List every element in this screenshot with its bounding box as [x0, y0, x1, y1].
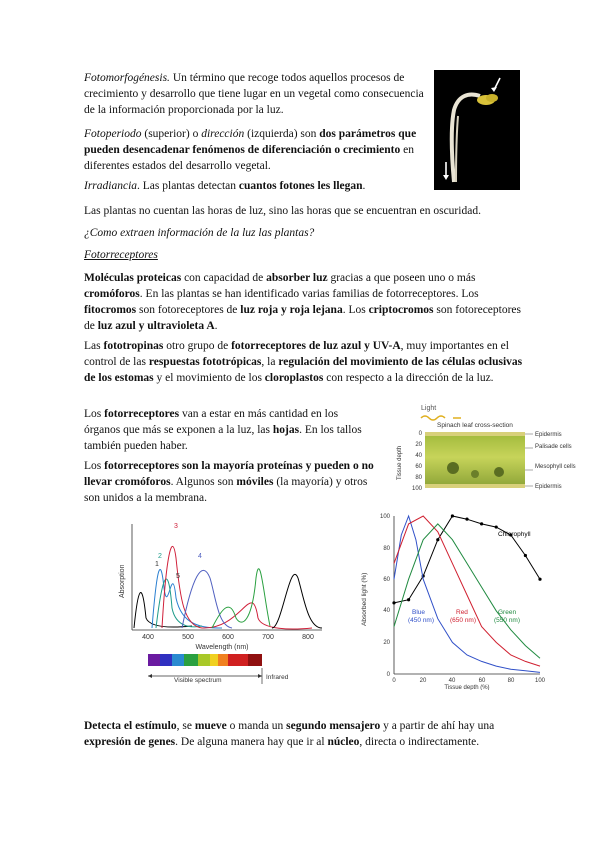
text-span: son fotoreceptores de — [84, 304, 522, 332]
chlorophyll-point — [451, 514, 454, 517]
chlorophyll-point — [495, 525, 498, 528]
leaf-label: Mesophyll cells — [535, 464, 576, 470]
text-span: , se — [176, 720, 195, 732]
bold-phrase: fototropinas — [103, 340, 164, 352]
definition-text: Un término que recoge todos aquellos procesos de crecimiento y desarrollo que tiene lugar en un vegetal como consecuencia de la información proporcionada por la luz. — [84, 72, 424, 116]
bold-phrase: absorber luz — [266, 272, 328, 284]
text-span: . Los — [342, 304, 369, 316]
chlorophyll-point — [538, 578, 541, 581]
bold-phrase: Moléculas proteicas — [84, 272, 182, 284]
depth-tick: 80 — [415, 475, 422, 481]
series-label-red-nm: (650 nm) — [450, 617, 477, 624]
bold-phrase: segundo mensajero — [286, 720, 381, 732]
chlorophyll-point — [524, 554, 527, 557]
bold-phrase: respuestas fototrópicas — [148, 356, 262, 368]
text-span: . En los tallos también pueden haber. — [84, 424, 362, 452]
depth-tick: 100 — [411, 486, 422, 492]
series-label-green: Green — [498, 609, 517, 616]
term-fotomorfogenesis: Fotomorfogénesis. — [84, 72, 170, 84]
spectrum-ylabel: Absorption — [119, 564, 126, 598]
x-tick: 600 — [222, 634, 234, 641]
infrared-label: Infrared — [266, 674, 289, 681]
y-tick: 40 — [383, 608, 390, 614]
x-tick: 400 — [142, 634, 154, 641]
bold-phrase: cromóforos — [84, 288, 140, 300]
series-label-red: Red — [456, 609, 468, 616]
bold-phrase: fotorreceptores son la mayoría proteínas y pueden o no llevar cromóforos — [84, 460, 374, 488]
leaf-label: Epidermis — [535, 484, 562, 490]
text-span: y a partir de ahí hay una — [380, 720, 495, 732]
x-tick: 80 — [507, 678, 515, 684]
bold-phrase: regulación del movimiento de las células oclusivas de los estomas — [84, 356, 523, 384]
depth-chart-ylabel: Absorbed light (%) — [361, 572, 368, 626]
y-tick: 100 — [379, 514, 390, 520]
paragraph-oscuridad: Las plantas no cuentan las horas de luz, sino las horas que se encuentran en oscuridad. — [84, 205, 481, 217]
chlorophyll-point — [392, 601, 395, 604]
absorption-spectrum-figure — [112, 518, 332, 688]
text-span: . Algunos son — [170, 476, 237, 488]
paragraph-fotomorfogenesis — [84, 70, 424, 118]
bold-phrase: mueve — [194, 720, 227, 732]
y-tick: 0 — [386, 672, 390, 678]
y-tick: 20 — [383, 640, 390, 646]
text-span: gracias a que poseen uno o más — [327, 272, 476, 284]
bold-phrase: fotorreceptores de luz azul y UV-A — [231, 340, 401, 352]
term-irradiancia: Irradiancia — [84, 180, 138, 192]
curve-label: 4 — [198, 553, 202, 560]
text-span: (izquierda) son — [244, 128, 320, 140]
series-label-blue: Blue — [412, 609, 426, 616]
text-span: . — [362, 180, 366, 192]
leaf-title: Spinach leaf cross-section — [437, 422, 513, 429]
text-span: con respecto a la dirección de la luz. — [323, 372, 494, 384]
paragraph-estimulo — [84, 718, 524, 750]
x-tick: 100 — [534, 678, 546, 684]
bold-phrase: dos parámetros que pueden desencadenar fenómenos de diferenciación o crecimiento — [84, 128, 417, 156]
series-label-green-nm: (550 nm) — [494, 617, 521, 624]
series-group — [392, 514, 541, 672]
curve-label: 2 — [158, 553, 162, 560]
bold-phrase: núcleo — [327, 736, 360, 748]
term-direccion: dirección — [201, 128, 245, 140]
chlorophyll-point — [480, 522, 483, 525]
text-span: (superior) o — [141, 128, 202, 140]
paragraph-hojas — [84, 406, 374, 454]
text-span: , la — [261, 356, 279, 368]
chlorophyll-point — [465, 518, 468, 521]
chlorophyll-point — [407, 598, 410, 601]
paragraph-fotoperiodo — [84, 126, 424, 174]
seedling-photo — [434, 70, 520, 190]
x-tick: 40 — [448, 678, 456, 684]
bold-phrase: cuantos fotones les llegan — [238, 180, 363, 192]
section-question: ¿Como extraen información de la luz las plantas? — [84, 227, 315, 239]
bold-phrase: fotorreceptores — [104, 408, 180, 420]
paragraph-moleculas — [84, 270, 524, 334]
depth-tick: 60 — [415, 464, 422, 470]
x-tick: 800 — [302, 634, 314, 641]
x-tick: 0 — [392, 678, 396, 684]
bold-phrase: Detecta el estímulo — [84, 720, 177, 732]
bold-phrase: luz azul y ultravioleta A — [97, 320, 215, 332]
visible-spectrum-label: Visible spectrum — [174, 677, 222, 684]
text-span: . En las plantas se han identificado varias familias de fotorreceptores. Los — [139, 288, 479, 300]
leaf-label: Epidermis — [535, 432, 562, 438]
paragraph-proteinas — [84, 458, 374, 506]
bold-phrase: fitocromos — [84, 304, 137, 316]
leaf-label: Palisade cells — [535, 444, 572, 450]
series-label-chlorophyll: Chlorophyll — [498, 531, 531, 538]
visible-spectrum-bar — [148, 654, 262, 666]
bold-phrase: hojas — [272, 424, 300, 436]
depth-tick: 20 — [415, 442, 422, 448]
bold-phrase: cloroplastos — [264, 372, 324, 384]
y-tick: 60 — [383, 577, 390, 583]
x-tick: 20 — [419, 678, 427, 684]
bold-phrase: luz roja y roja lejana — [240, 304, 343, 316]
series-line-3 — [394, 524, 540, 658]
x-tick: 60 — [478, 678, 486, 684]
bold-phrase: móviles — [236, 476, 274, 488]
leaf-cross-section-figure — [395, 402, 585, 494]
paragraph-fototropinas — [84, 338, 524, 386]
text-span: van a estar en más cantidad en los órganos que más se exponen a la luz, las — [84, 408, 339, 436]
curve-label: 1 — [155, 561, 159, 568]
text-span: Los — [84, 408, 105, 420]
text-span: otro grupo de — [163, 340, 232, 352]
text-span: son fotoreceptores de — [136, 304, 241, 316]
text-span: o manda un — [226, 720, 287, 732]
bold-phrase: expresión de genes — [84, 736, 176, 748]
curve-label: 3 — [174, 523, 178, 530]
chlorophyll-point — [436, 538, 439, 541]
x-tick: 500 — [182, 634, 194, 641]
spectrum-xlabel: Wavelength (nm) — [195, 644, 249, 651]
text-span: , directa o indirectamente. — [359, 736, 480, 748]
curve-label: 5 — [176, 573, 180, 580]
depth-chart-xlabel: Tissue depth (%) — [444, 685, 490, 690]
text-span: (la mayoría) y otros son unidos a la membrana. — [84, 476, 368, 504]
bold-phrase: criptocromos — [368, 304, 434, 316]
absorbed-light-chart — [352, 506, 560, 690]
text-span: Los — [84, 460, 105, 472]
term-fotoperiodo: Fotoperiodo — [84, 128, 142, 140]
text-span: Las — [84, 340, 104, 352]
paragraph-irradiancia — [84, 178, 424, 194]
text-span: en diferentes estados del desarrollo vegetal. — [84, 144, 414, 172]
text-span: , muy importantes en el control de las — [84, 340, 509, 368]
text-span: . De alguna manera hay que ir al — [175, 736, 328, 748]
section-heading-fotorreceptores: Fotorreceptores — [84, 249, 158, 261]
depth-tick: 0 — [418, 431, 422, 437]
x-tick: 700 — [262, 634, 274, 641]
leaf-ylabel: Tissue depth — [397, 445, 403, 480]
text-span: . Las plantas detectan — [137, 180, 239, 192]
y-tick: 80 — [383, 546, 390, 552]
series-label-blue-nm: (450 nm) — [408, 617, 435, 624]
text-span: y el movimiento de los — [153, 372, 265, 384]
light-label: Light — [421, 405, 437, 412]
text-span: con capacidad de — [181, 272, 267, 284]
depth-tick: 40 — [415, 453, 422, 459]
text-span: . — [214, 320, 218, 332]
